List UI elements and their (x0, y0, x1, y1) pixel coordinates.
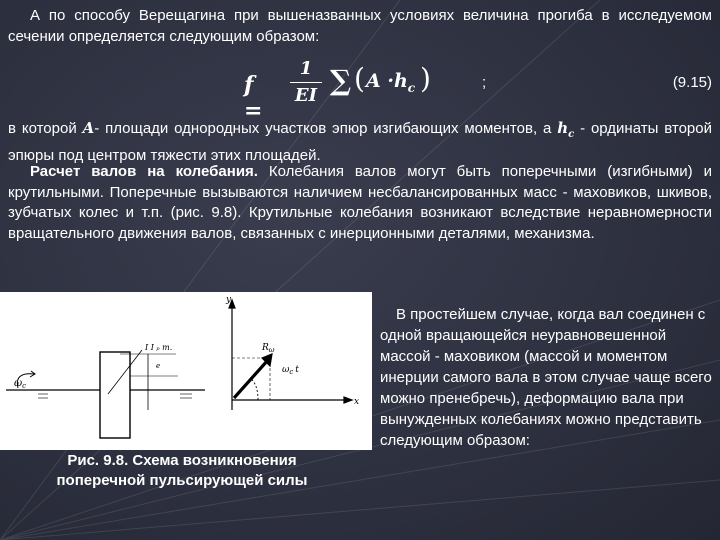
formula-subscript: c (407, 80, 416, 95)
intro-paragraph: А по способу Верещагина при вышеназванных условиях величина прогиба в исследуемом сечении определяется следующим образом: (8, 7, 712, 45)
definition-paragraph: в которой A- площади однородных участков эпюр изгибающих моментов, а $h_c$ - ординаты второй эпюры под центром тяжести этих площадей. (8, 119, 712, 164)
figure-drawing (0, 292, 372, 450)
formula-denominator: EI (294, 85, 318, 106)
flywheel-top-label: I I ₚ т. (145, 343, 173, 352)
close-paren: ) (420, 62, 431, 95)
figure-caption: Рис. 9.8. Схема возникновения поперечной пульсирующей силы (56, 452, 308, 489)
side-paragraph: В простейшем случае, когда вал соединен с одной вращающейся неуравновешенной массой - маховиком (массой и моментом инерции самого вала в этом случае чаще всего можно пренебречь), деформацию вала при вынужденных колебаниях можно представить следующим образом: (380, 306, 712, 449)
vibration-paragraph: Расчет валов на колебания. Колебания валов могут быть поперечными (изгибными) и крутильными. Поперечные вызываются наличием несбалансированных масс - маховиков, шкивов, зубчатых колес и т.п. (рис. 9.8). Крутильные колебания возникают вследствие неравномерности вращательного движения валов, связанных с инерционными деталями, механизма. (8, 163, 712, 242)
fraction-bar (290, 82, 322, 83)
formula-row (0, 58, 720, 124)
formula-semicolon: ; (482, 74, 487, 91)
force-vector (234, 360, 268, 398)
equation-number: (9.15) (672, 74, 712, 91)
x-axis-label: x (354, 397, 360, 407)
omega-label: $\omega_c$ (14, 378, 27, 390)
symbol-A: A (82, 119, 95, 137)
formula-fraction (286, 58, 326, 107)
symbol-h: $h_c$ (557, 119, 575, 140)
open-paren: ( (354, 62, 365, 95)
sum-symbol: ∑ (330, 64, 352, 97)
formula-numerator: 1 (299, 58, 313, 79)
section-heading: Расчет валов на колебания. (30, 163, 258, 180)
formula-lhs: f = (244, 72, 263, 124)
figure-9-8 (0, 292, 372, 450)
force-label: $R_\omega$ (262, 343, 275, 354)
flywheel-rect (100, 352, 130, 438)
eccentricity-label: e (156, 362, 161, 370)
formula-body: $A \cdot h_c$ (366, 70, 416, 95)
y-axis-label: y (226, 295, 232, 305)
angle-label: $\omega_c$ t (282, 365, 299, 376)
